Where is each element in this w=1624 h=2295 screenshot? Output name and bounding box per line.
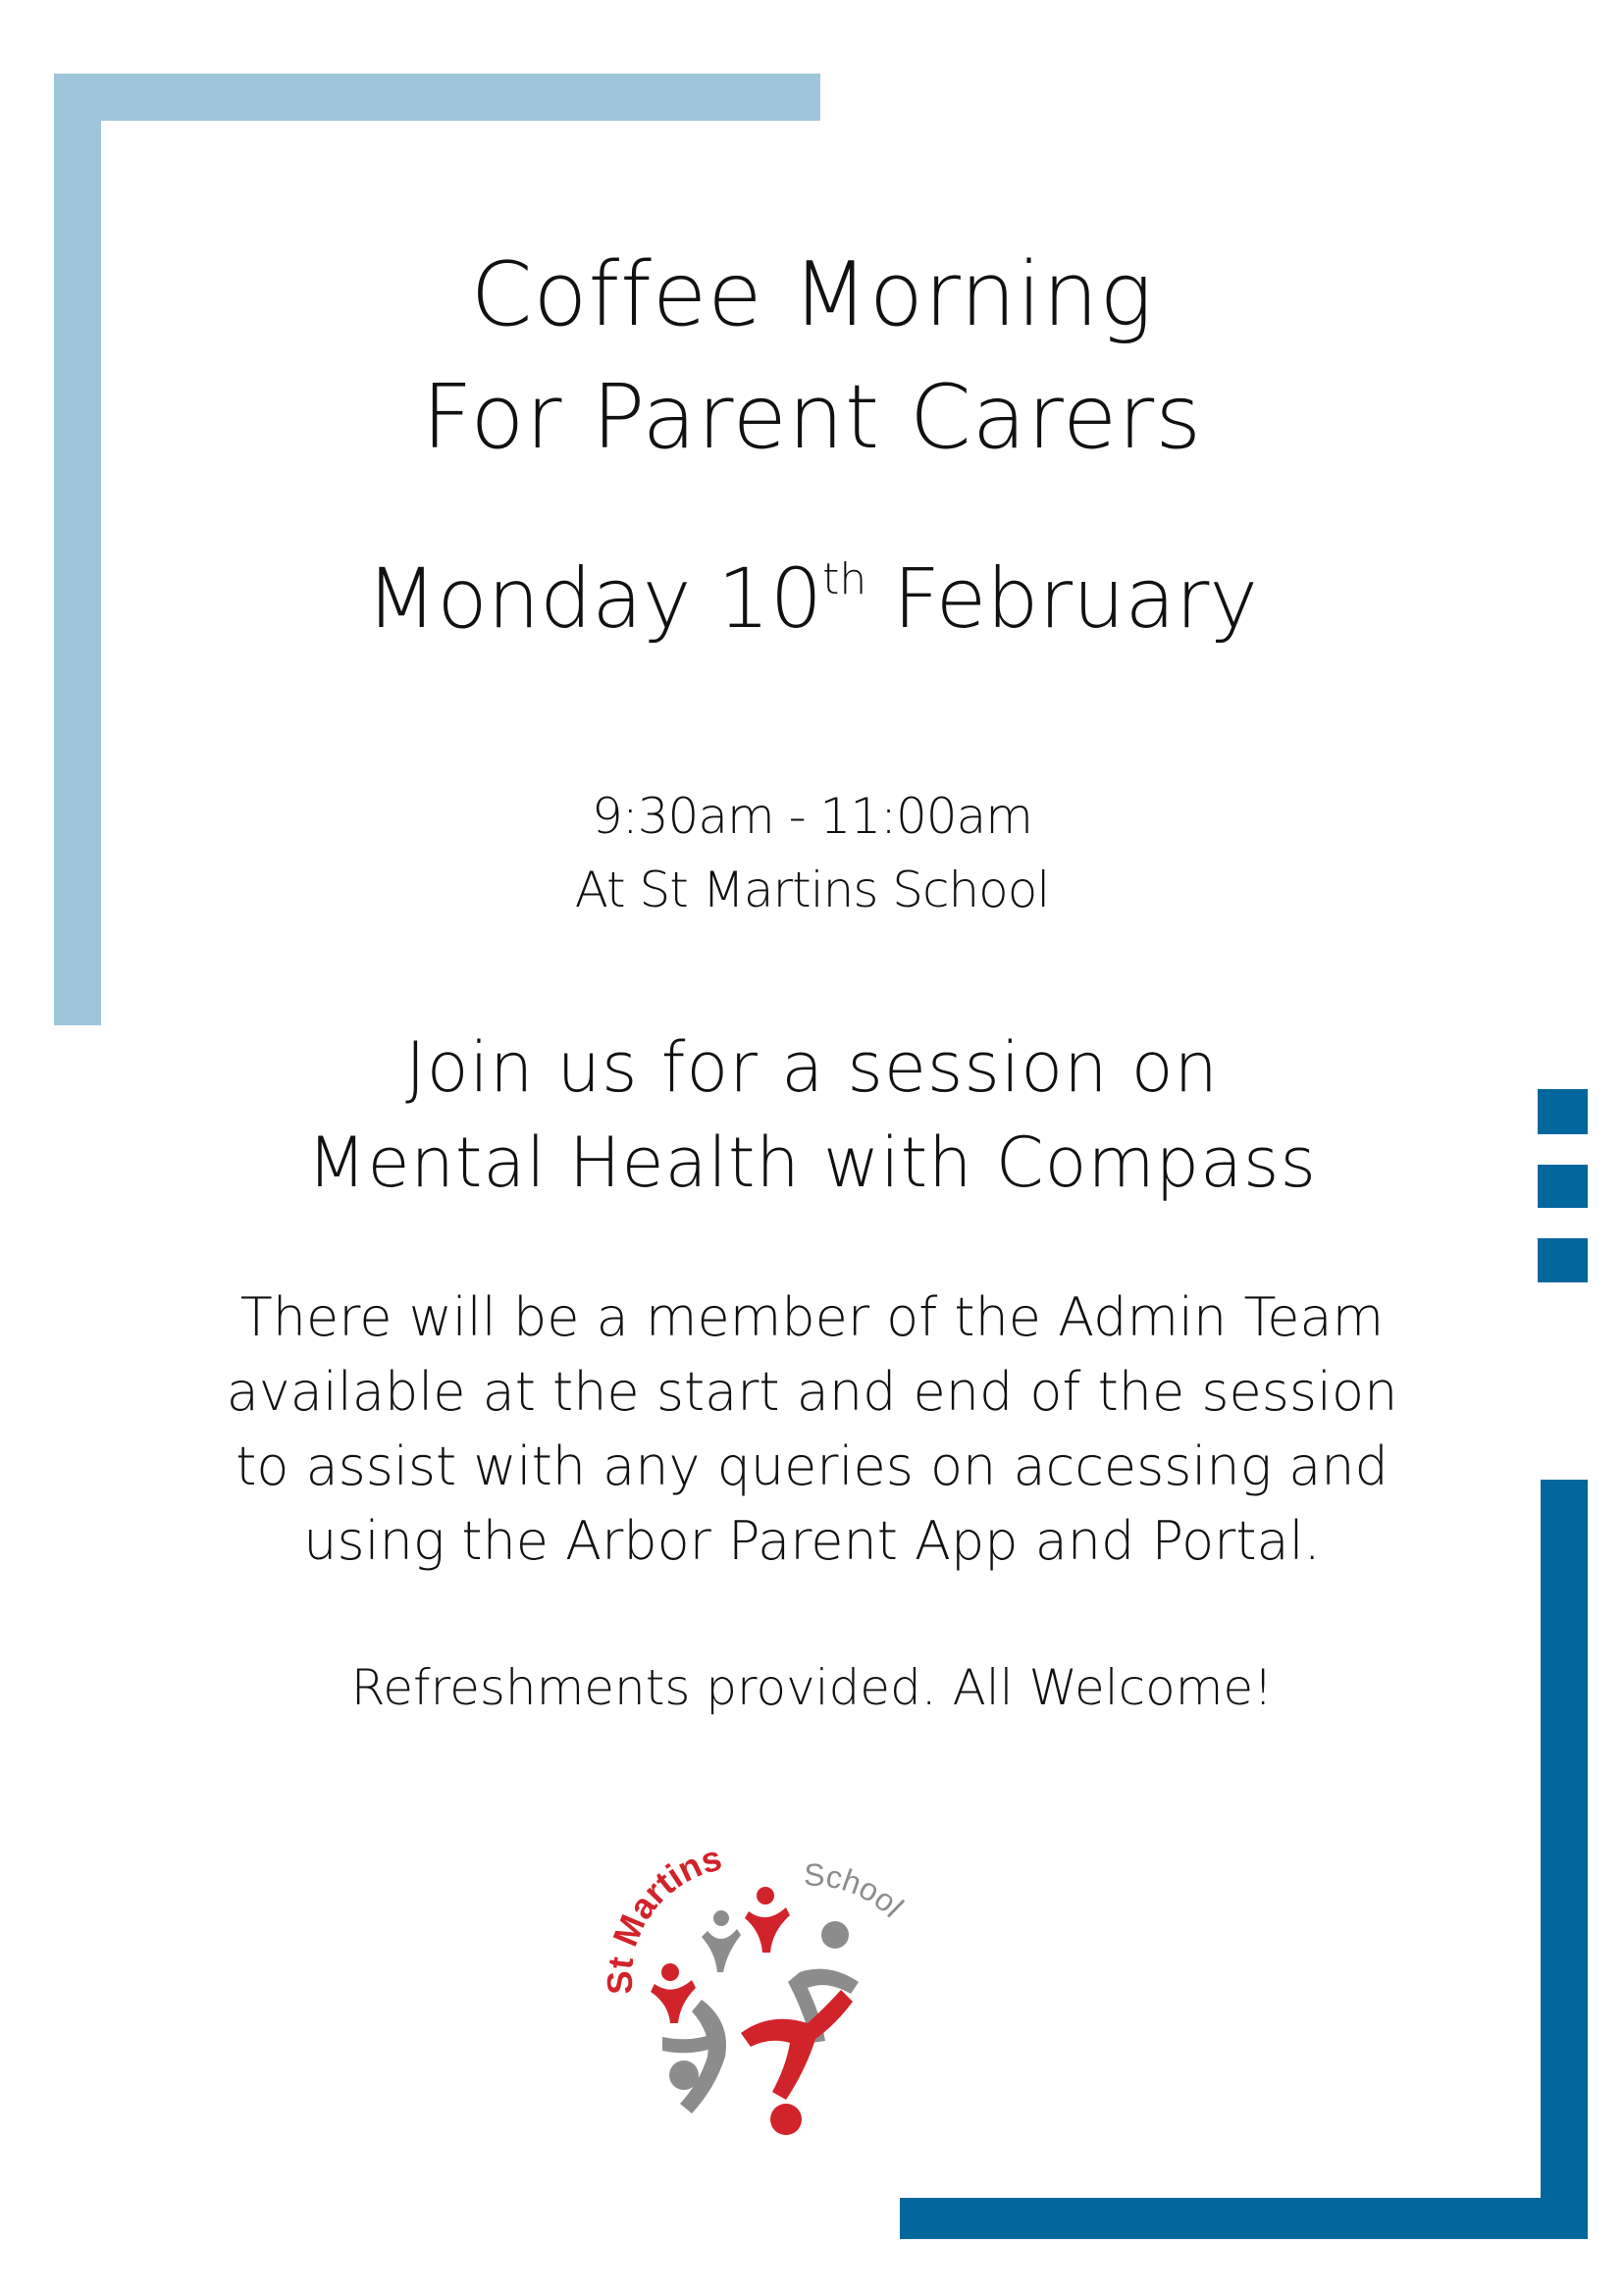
- session-line-2: Mental Health with Compass: [307, 1122, 1317, 1203]
- admin-team-info: [0, 1280, 1624, 1579]
- welcome-line: Refreshments provided. All Welcome!: [350, 1659, 1274, 1716]
- session-description: [0, 1020, 1624, 1211]
- event-location: At St Martins School: [574, 861, 1050, 918]
- info-line-3: to assist with any queries on accessing and: [236, 1435, 1388, 1497]
- school-logo: [594, 1825, 967, 2139]
- info-line-1: There will be a member of the Admin Team: [239, 1286, 1385, 1348]
- logo-figures-icon: [651, 1887, 859, 2135]
- bottom-right-frame-horizontal: [900, 2198, 1588, 2239]
- date-ordinal: th: [822, 554, 867, 604]
- logo-name-red: St Martins: [599, 1837, 726, 1996]
- title-line-2: For Parent Carers: [421, 366, 1203, 469]
- title-line-1: Coffee Morning: [470, 243, 1154, 346]
- session-line-1: Join us for a session on: [405, 1027, 1219, 1108]
- flyer-title: [0, 234, 1624, 479]
- logo-name-grey: School: [803, 1856, 911, 1924]
- event-date: [0, 545, 1624, 652]
- event-time-location: [0, 780, 1624, 927]
- date-suffix: February: [866, 550, 1259, 647]
- bottom-right-frame-vertical: [1541, 1480, 1588, 2239]
- info-line-4: using the Arbor Parent App and Portal.: [303, 1510, 1321, 1572]
- date-prefix: Monday 10: [365, 550, 823, 647]
- event-date-line: [0, 545, 1624, 652]
- event-time: 9:30am - 11:00am: [592, 788, 1032, 845]
- info-line-2: available at the start and end of the session: [226, 1361, 1398, 1423]
- accent-square-3: [1538, 1238, 1588, 1282]
- top-left-frame-horizontal: [54, 74, 820, 121]
- welcome-note: [0, 1653, 1624, 1722]
